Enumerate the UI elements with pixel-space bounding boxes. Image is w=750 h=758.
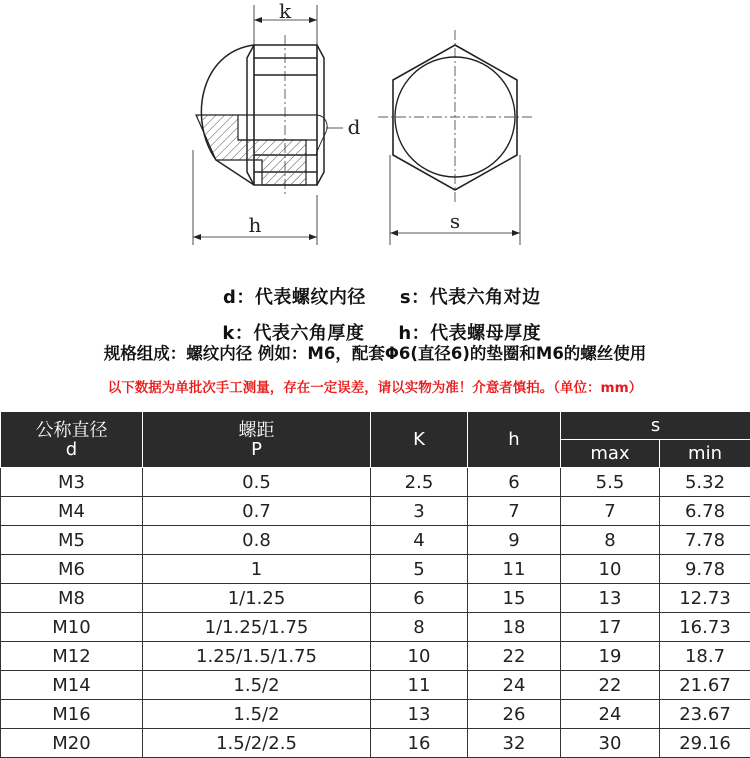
- cell-s-max: 8: [561, 526, 660, 555]
- header-s-min: min: [660, 440, 750, 468]
- table-row: [1, 613, 750, 642]
- legend-row-2: [0, 298, 750, 345]
- cell-s-max: 13: [561, 584, 660, 613]
- cell-s-min: 12.73: [660, 584, 750, 613]
- cell-p: 0.7: [143, 497, 371, 526]
- dim-h-label: h: [249, 213, 262, 237]
- cell-k: 3: [371, 497, 468, 526]
- header-s-max: max: [561, 440, 660, 468]
- cell-s-min: 21.67: [660, 671, 750, 700]
- cell-d: M6: [1, 555, 143, 584]
- table-row: [1, 526, 750, 555]
- cell-p: 1/1.25: [143, 584, 371, 613]
- table-row: [1, 555, 750, 584]
- header-s: s: [561, 412, 750, 440]
- spec-table-body: [1, 468, 750, 758]
- table-row: [1, 700, 750, 729]
- cell-k: 10: [371, 642, 468, 671]
- dim-k-label: k: [279, 0, 292, 23]
- header-d-sub: d: [1, 440, 142, 459]
- cell-s-min: 5.32: [660, 468, 750, 497]
- cell-h: 22: [468, 642, 561, 671]
- cell-k: 13: [371, 700, 468, 729]
- cell-k: 5: [371, 555, 468, 584]
- cell-s-max: 10: [561, 555, 660, 584]
- table-row: [1, 584, 750, 613]
- cell-h: 26: [468, 700, 561, 729]
- table-row: [1, 729, 750, 758]
- cap-nut-drawing: [0, 0, 750, 255]
- cell-k: 4: [371, 526, 468, 555]
- legend-s: s：代表六角对边: [400, 287, 541, 308]
- cell-d: M3: [1, 468, 143, 497]
- cell-h: 18: [468, 613, 561, 642]
- cell-s-max: 17: [561, 613, 660, 642]
- side-view: [193, 5, 343, 245]
- cell-h: 6: [468, 468, 561, 497]
- table-row: [1, 497, 750, 526]
- cell-p: 0.8: [143, 526, 371, 555]
- cell-s-max: 22: [561, 671, 660, 700]
- cell-k: 6: [371, 584, 468, 613]
- cell-p: 1/1.25/1.75: [143, 613, 371, 642]
- header-p: [143, 412, 371, 468]
- cell-k: 11: [371, 671, 468, 700]
- cell-k: 16: [371, 729, 468, 758]
- cell-d: M20: [1, 729, 143, 758]
- cell-d: M5: [1, 526, 143, 555]
- cell-h: 24: [468, 671, 561, 700]
- cell-h: 32: [468, 729, 561, 758]
- cell-s-min: 7.78: [660, 526, 750, 555]
- cell-s-min: 6.78: [660, 497, 750, 526]
- header-d: [1, 412, 143, 468]
- header-k: K: [371, 412, 468, 468]
- table-row: [1, 468, 750, 497]
- cell-h: 7: [468, 497, 561, 526]
- cell-s-min: 23.67: [660, 700, 750, 729]
- dim-s-label: s: [450, 209, 460, 233]
- cell-p: 1: [143, 555, 371, 584]
- cell-h: 11: [468, 555, 561, 584]
- cell-s-max: 5.5: [561, 468, 660, 497]
- table-row: [1, 671, 750, 700]
- cell-p: 0.5: [143, 468, 371, 497]
- cell-k: 2.5: [371, 468, 468, 497]
- cell-s-min: 9.78: [660, 555, 750, 584]
- measurement-warning: 以下数据为单批次手工测量，存在一定误差，请以实物为准！介意者慎拍。（单位：mm）: [0, 376, 750, 396]
- cell-h: 9: [468, 526, 561, 555]
- cell-d: M12: [1, 642, 143, 671]
- cell-s-min: 18.7: [660, 642, 750, 671]
- cell-s-max: 7: [561, 497, 660, 526]
- cell-d: M16: [1, 700, 143, 729]
- legend-k: k：代表六角厚度: [222, 323, 364, 344]
- cell-d: M14: [1, 671, 143, 700]
- dim-d-label: d: [348, 115, 361, 139]
- legend-h: h：代表螺母厚度: [398, 323, 541, 344]
- spec-note: 规格组成：螺纹内径 例如：M6，配套Φ6(直径6)的垫圈和M6的螺丝使用: [0, 340, 750, 364]
- cell-h: 15: [468, 584, 561, 613]
- cell-p: 1.5/2: [143, 671, 371, 700]
- cell-s-max: 24: [561, 700, 660, 729]
- cell-d: M4: [1, 497, 143, 526]
- cell-k: 8: [371, 613, 468, 642]
- cell-s-max: 30: [561, 729, 660, 758]
- header-h: h: [468, 412, 561, 468]
- table-row: [1, 642, 750, 671]
- cell-s-min: 29.16: [660, 729, 750, 758]
- spec-table: [0, 411, 750, 758]
- header-p-label: 螺距: [143, 421, 370, 440]
- legend-d: d：代表螺纹内径: [223, 287, 366, 308]
- cell-d: M10: [1, 613, 143, 642]
- cell-p: 1.5/2: [143, 700, 371, 729]
- cell-s-min: 16.73: [660, 613, 750, 642]
- cell-p: 1.25/1.5/1.75: [143, 642, 371, 671]
- cell-p: 1.5/2/2.5: [143, 729, 371, 758]
- cell-s-max: 19: [561, 642, 660, 671]
- header-p-sub: P: [143, 440, 370, 459]
- header-d-label: 公称直径: [1, 421, 142, 440]
- cell-d: M8: [1, 584, 143, 613]
